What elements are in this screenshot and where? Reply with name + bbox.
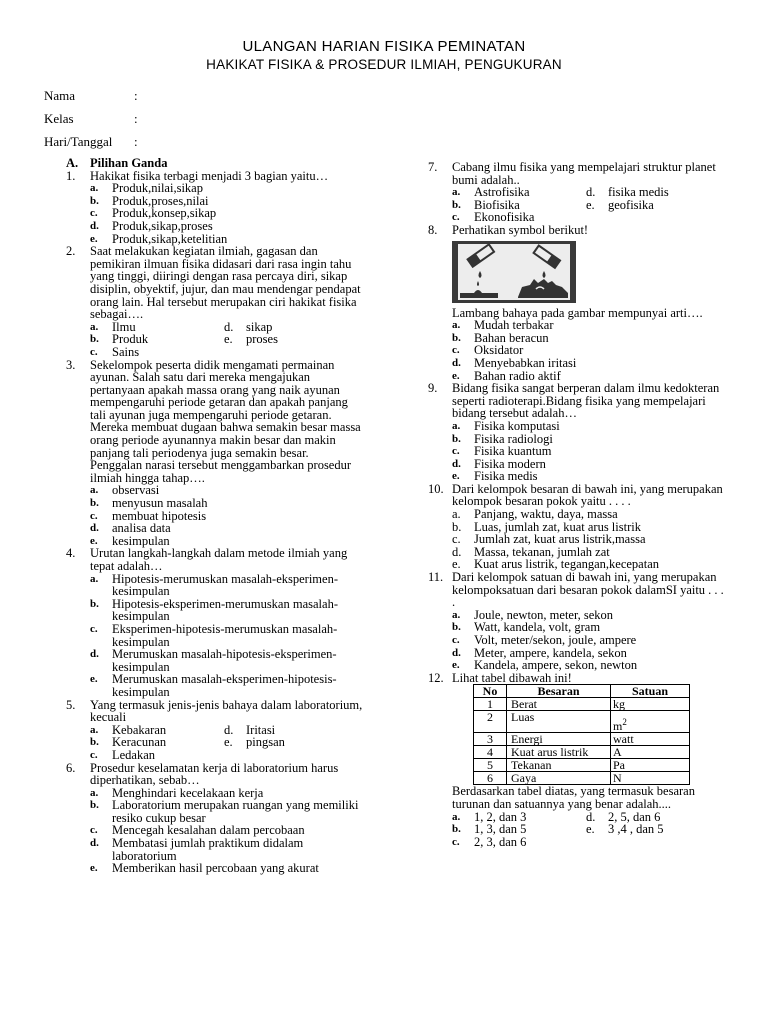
table-cell: Energi [507, 733, 611, 746]
option-letter: b. [90, 497, 99, 510]
question-text: Bidang fisika sangat berperan dalam ilmu kedokteran seperti radioterapi.Bidang fisika yang mempelajari bidang tersebut adalah… [452, 381, 720, 421]
table-header: Besaran [507, 685, 611, 698]
option[interactable] [90, 573, 366, 598]
question-number: 5. [66, 697, 76, 712]
table-header: No [474, 685, 507, 698]
option-text: Ekonofisika [474, 210, 535, 225]
option-text: proses [246, 332, 278, 347]
question-number: 6. [66, 760, 76, 775]
unit-superscript: 2 [622, 717, 627, 728]
option-text: Membatasi jumlah praktikum didalam laboratorium [112, 836, 304, 863]
option-letter: c. [452, 835, 460, 848]
option-text: Iritasi [246, 722, 276, 737]
option[interactable] [90, 598, 366, 623]
option-letter: b. [90, 194, 99, 207]
option-text: kesimpulan [112, 533, 170, 548]
date-colon: : [134, 134, 138, 149]
question-text: Yang termasuk jenis-jenis bahaya dalam laboratorium, kecuali [90, 697, 363, 725]
page-title: ULANGAN HARIAN FISIKA PEMINATAN [242, 38, 526, 55]
option-letter: a. [90, 182, 99, 195]
question-7-options [452, 186, 728, 224]
option-text: Menyebabkan iritasi [474, 355, 577, 370]
option-letter: b. [90, 597, 99, 610]
question-text: Lihat tabel dibawah ini! [452, 670, 572, 685]
question-number: 11. [428, 570, 444, 585]
option-letter: d. [90, 219, 99, 232]
table-row [474, 746, 690, 759]
name-colon: : [134, 88, 138, 103]
option-text: Joule, newton, meter, sekon [474, 607, 614, 622]
question-7 [428, 161, 728, 186]
left-column [66, 157, 366, 875]
option-text: Kebakaran [112, 722, 167, 737]
table-row [474, 711, 690, 733]
option[interactable] [90, 333, 224, 346]
table-cell: 5 [474, 759, 507, 772]
option-text: Fisika modern [474, 456, 546, 471]
question-text: Hakikat fisika terbagi menjadi 3 bagian yaitu… [90, 168, 329, 183]
class-field [44, 111, 138, 127]
name-label: Nama [44, 88, 76, 103]
option-text: Merumuskan masalah-hipotesis-eksperimen-kesimpulan [112, 647, 337, 674]
question-2 [66, 245, 366, 321]
class-label: Kelas [44, 111, 74, 126]
question-number: 12. [428, 670, 444, 685]
table-row [474, 733, 690, 746]
option-text: Fisika komputasi [474, 418, 560, 433]
option-letter: a. [452, 186, 461, 199]
option-letter: c. [452, 532, 461, 547]
option-text: Massa, tekanan, jumlah zat [474, 544, 610, 559]
option-text: Produk,proses,nilai [112, 193, 209, 208]
question-4 [66, 547, 366, 572]
question-3 [66, 359, 366, 485]
question-text: Dari kelompok satuan di bawah ini, yang merupakan kelompoksatuan dari besaran pokok dalamSI yaitu . . . . [452, 570, 724, 610]
table-cell: Pa [611, 759, 690, 772]
option-letter: e. [90, 232, 98, 245]
question-2-options [90, 321, 366, 359]
question-10-options [452, 508, 728, 571]
option-letter: a. [90, 320, 99, 333]
corrosive-hazard-icon [452, 241, 576, 303]
question-prompt: Penggalan narasi tersebut menggambarkan prosedur ilmiah hingga tahap…. [90, 458, 352, 485]
option-text: Produk [112, 332, 149, 347]
option-letter: c. [90, 622, 98, 635]
option-text: membuat hipotesis [112, 508, 207, 523]
question-11 [428, 571, 728, 609]
table-cell: 4 [474, 746, 507, 759]
option-text: Laboratorium merupakan ruangan yang memiliki resiko cukup besar [112, 798, 359, 825]
option-letter: c. [452, 634, 460, 646]
section-letter: A. [66, 156, 79, 170]
table-cell: 2 [474, 711, 507, 733]
table-cell: watt [611, 733, 690, 746]
right-column [428, 161, 728, 848]
option-text: Produk,sikap,proses [112, 218, 213, 233]
option[interactable] [90, 799, 366, 824]
option[interactable] [90, 736, 224, 749]
option[interactable] [224, 333, 358, 346]
option-letter: c. [452, 344, 460, 357]
option-letter: c. [90, 207, 98, 220]
option-letter: d. [90, 522, 99, 535]
option-letter: a. [452, 608, 461, 621]
option-text: fisika medis [608, 185, 669, 200]
table-cell: N [611, 772, 690, 785]
option-letter: b. [452, 331, 461, 344]
option-text: Watt, kandela, volt, gram [474, 620, 601, 635]
question-prompt: Berdasarkan tabel diatas, yang termasuk besaran turunan dan satuannya yang benar adalah.... [452, 784, 695, 811]
option-letter: d. [586, 809, 596, 824]
option-letter: e. [90, 534, 98, 547]
option-text: Memberikan hasil percobaan yang akurat [112, 861, 319, 876]
option-letter: a. [90, 572, 99, 585]
option-text: Luas, jumlah zat, kuat arus listrik [474, 519, 641, 534]
option[interactable] [224, 321, 358, 334]
option-text: Keracunan [112, 735, 167, 750]
table-cell: kg [611, 698, 690, 711]
option-text: Oksidator [474, 343, 524, 358]
option-text: Hipotesis-merumuskan masalah-eksperimen-kesimpulan [112, 571, 338, 599]
question-text: Perhatikan symbol berikut! [452, 222, 589, 237]
option-letter: e. [452, 659, 460, 672]
question-number: 7. [428, 160, 438, 174]
option-letter: a. [452, 507, 461, 522]
option-letter: b. [90, 736, 99, 749]
question-text: Cabang ilmu fisika yang mempelajari struktur planet bumi adalah.. [452, 160, 716, 187]
question-1 [66, 170, 366, 183]
corrosive-hazard-symbol [452, 241, 576, 303]
question-4-options [90, 573, 366, 699]
option-letter: e. [586, 822, 595, 837]
option-letter: b. [452, 519, 462, 534]
question-12-options [452, 811, 728, 849]
option-letter: b. [90, 799, 99, 812]
option-letter: d. [90, 837, 99, 850]
question-8 [428, 224, 728, 237]
option-letter: a. [90, 723, 99, 736]
question-6 [66, 762, 366, 787]
question-number: 3. [66, 357, 76, 372]
option-text: sikap [246, 319, 273, 334]
date-label: Hari/Tanggal [44, 134, 113, 149]
option-text: Fisika radiologi [474, 431, 553, 446]
table-header-row [474, 685, 690, 698]
option-text: Mudah terbakar [474, 318, 554, 333]
question-number: 8. [428, 222, 438, 237]
option-letter: d. [224, 722, 234, 737]
option-letter: e. [90, 673, 98, 686]
option-text: 2, 5, dan 6 [608, 809, 661, 824]
question-number: 2. [66, 244, 76, 259]
question-text: Dari kelompok besaran di bawah ini, yang merupakan kelompok besaran pokok yaitu . . . . [452, 481, 723, 509]
question-1-options [90, 182, 366, 245]
option-text: 1, 2, dan 3 [474, 809, 527, 824]
option[interactable] [90, 673, 366, 698]
option-letter: e. [224, 735, 233, 750]
option-text: Meter, ampere, kandela, sekon [474, 645, 627, 660]
option-text: Kandela, ampere, sekon, newton [474, 658, 638, 673]
question-prompt: Lambang bahaya pada gambar mempunyai arti…. [452, 305, 703, 320]
question-11-options [452, 609, 728, 672]
option-text: Mencegah kesalahan dalam percobaan [112, 823, 305, 838]
table-header: Satuan [611, 685, 690, 698]
option-text: Bahan beracun [474, 330, 549, 345]
date-field [44, 134, 138, 150]
option-letter: e. [90, 862, 98, 875]
option-letter: a. [452, 419, 461, 432]
option[interactable] [90, 648, 366, 673]
option-text: 2, 3, dan 6 [474, 834, 527, 849]
option-letter: e. [586, 197, 595, 212]
option-letter: e. [452, 470, 460, 483]
option-text: geofisika [608, 197, 654, 212]
option-text: Merumuskan masalah-eksperimen-hipotesis-kesimpulan [112, 672, 337, 699]
unit-text: m [613, 719, 623, 734]
option-letter: a. [452, 319, 461, 332]
option-letter: c. [90, 509, 98, 522]
option-letter: e. [224, 332, 233, 347]
question-3-options [90, 484, 366, 547]
option-letter: a. [452, 810, 461, 823]
name-field [44, 88, 138, 104]
table-cell [611, 711, 690, 733]
option-text: Sains [112, 344, 140, 359]
option-letter: e. [452, 557, 461, 572]
option-letter: d. [452, 646, 461, 659]
question-6-options [90, 787, 366, 875]
option-letter: a. [90, 484, 99, 497]
option-letter: d. [452, 457, 461, 470]
option-letter: b. [452, 823, 461, 836]
question-8-options [452, 319, 728, 382]
table-cell: 6 [474, 772, 507, 785]
option-letter: b. [452, 621, 461, 634]
question-number: 4. [66, 546, 76, 561]
option-text: Produk,sikap,ketelitian [112, 231, 228, 246]
option-letter: d. [90, 648, 99, 661]
option-text: Astrofisika [474, 185, 530, 200]
table-cell: Gaya [507, 772, 611, 785]
option-letter: c. [90, 824, 98, 837]
question-number: 1. [66, 168, 76, 183]
question-text: Prosedur keselamatan kerja di laboratorium harus diperhatikan, sebab… [90, 760, 339, 788]
page-subtitle: HAKIKAT FISIKA & PROSEDUR ILMIAH, PENGUKURAN [206, 57, 562, 72]
question-text: Sekelompok peserta didik mengamati permainan ayunan. Salah satu dari mereka mengajukan pertanyaan apakah massa orang yang naik ayunan mempengaruhi periode getaran dan apakah panjang tali ayunan juga mempengaruhi periode getaran. Mereka membuat dugaan bahwa semakin besar massa orang periode ayunannya makin besar dan makin panjang tali periodenya juga semakin besar. [90, 357, 361, 460]
table-cell: Tekanan [507, 759, 611, 772]
option-text: Kuat arus listrik, tegangan,kecepatan [474, 557, 659, 572]
option-text: Panjang, waktu, daya, massa [474, 507, 618, 522]
option[interactable] [586, 823, 720, 836]
question-9-options [452, 420, 728, 483]
option-letter: c. [90, 748, 98, 761]
option-letter: c. [90, 345, 98, 358]
option-letter: d. [224, 319, 234, 334]
option-text: menyusun masalah [112, 496, 208, 511]
question-10 [428, 483, 728, 508]
option-text: Bahan radio aktif [474, 368, 561, 383]
table-cell: 1 [474, 698, 507, 711]
option[interactable] [224, 736, 358, 749]
question-8-prompt [428, 307, 728, 320]
option-letter: d. [452, 356, 461, 369]
option-text: 3 ,4 , dan 5 [608, 822, 664, 837]
quantities-table [473, 684, 690, 785]
option-text: Ilmu [112, 319, 136, 334]
option-text: Menghindari kecelakaan kerja [112, 785, 264, 800]
option-text: observasi [112, 483, 160, 498]
option-letter: b. [452, 198, 461, 211]
class-colon: : [134, 111, 138, 126]
table-cell: Luas [507, 711, 611, 733]
table-row [474, 698, 690, 711]
option[interactable] [90, 623, 366, 648]
option-letter: d. [452, 544, 462, 559]
option-text: Fisika kuantum [474, 444, 552, 459]
question-5-options [90, 724, 366, 762]
table-row [474, 772, 690, 785]
option-text: Produk,konsep,sikap [112, 206, 217, 221]
section-title: Pilihan Ganda [90, 156, 168, 170]
question-text: Saat melakukan kegiatan ilmiah, gagasan dan pemikiran ilmuan fisika didasari dari rasa ingin tahu yang tinggi, diiringi dengan rasa percaya diri, sikap disiplin, obyektif, jujur, dan mau mendengar pendapat orang lain. Hal tersebut merupakan ciri hakikat fisika sebagai…. [90, 244, 361, 322]
option-text: Jumlah zat, kuat arus listrik,massa [474, 532, 646, 547]
option-text: analisa data [112, 521, 171, 536]
option-letter: c. [452, 445, 460, 458]
option[interactable] [90, 321, 224, 334]
option-text: Ledakan [112, 747, 156, 762]
option[interactable] [586, 199, 720, 212]
option-letter: b. [90, 333, 99, 346]
table-cell: A [611, 746, 690, 759]
option-letter: e. [452, 369, 460, 382]
table-cell: Berat [507, 698, 611, 711]
option-text: Fisika medis [474, 469, 538, 484]
option-letter: b. [452, 432, 461, 445]
option-text: Eksperimen-hipotesis-merumuskan masalah-kesimpulan [112, 621, 338, 649]
option-text: pingsan [246, 735, 285, 750]
question-9 [428, 382, 728, 420]
option-text: Volt, meter/sekon, joule, ampere [474, 633, 637, 647]
option-letter: c. [452, 211, 460, 224]
question-text: Urutan langkah-langkah dalam metode ilmiah yang tepat adalah… [90, 546, 348, 573]
table-cell: 3 [474, 733, 507, 746]
question-number: 9. [428, 381, 438, 396]
table-row [474, 759, 690, 772]
option[interactable] [452, 836, 728, 849]
question-12 [428, 672, 728, 685]
option[interactable] [90, 837, 366, 862]
option[interactable] [90, 862, 366, 875]
option-letter: a. [90, 786, 99, 799]
option-text: Biofisika [474, 197, 520, 212]
question-12-prompt [428, 785, 728, 810]
table-cell: Kuat arus listrik [507, 746, 611, 759]
option-text: Produk,nilai,sikap [112, 181, 203, 196]
option-text: 1, 3, dan 5 [474, 822, 527, 837]
option-letter: d. [586, 185, 596, 200]
option[interactable] [224, 724, 358, 737]
question-5 [66, 699, 366, 724]
option-text: Hipotesis-eksperimen-merumuskan masalah-kesimpulan [112, 596, 338, 624]
question-number: 10. [428, 481, 444, 496]
